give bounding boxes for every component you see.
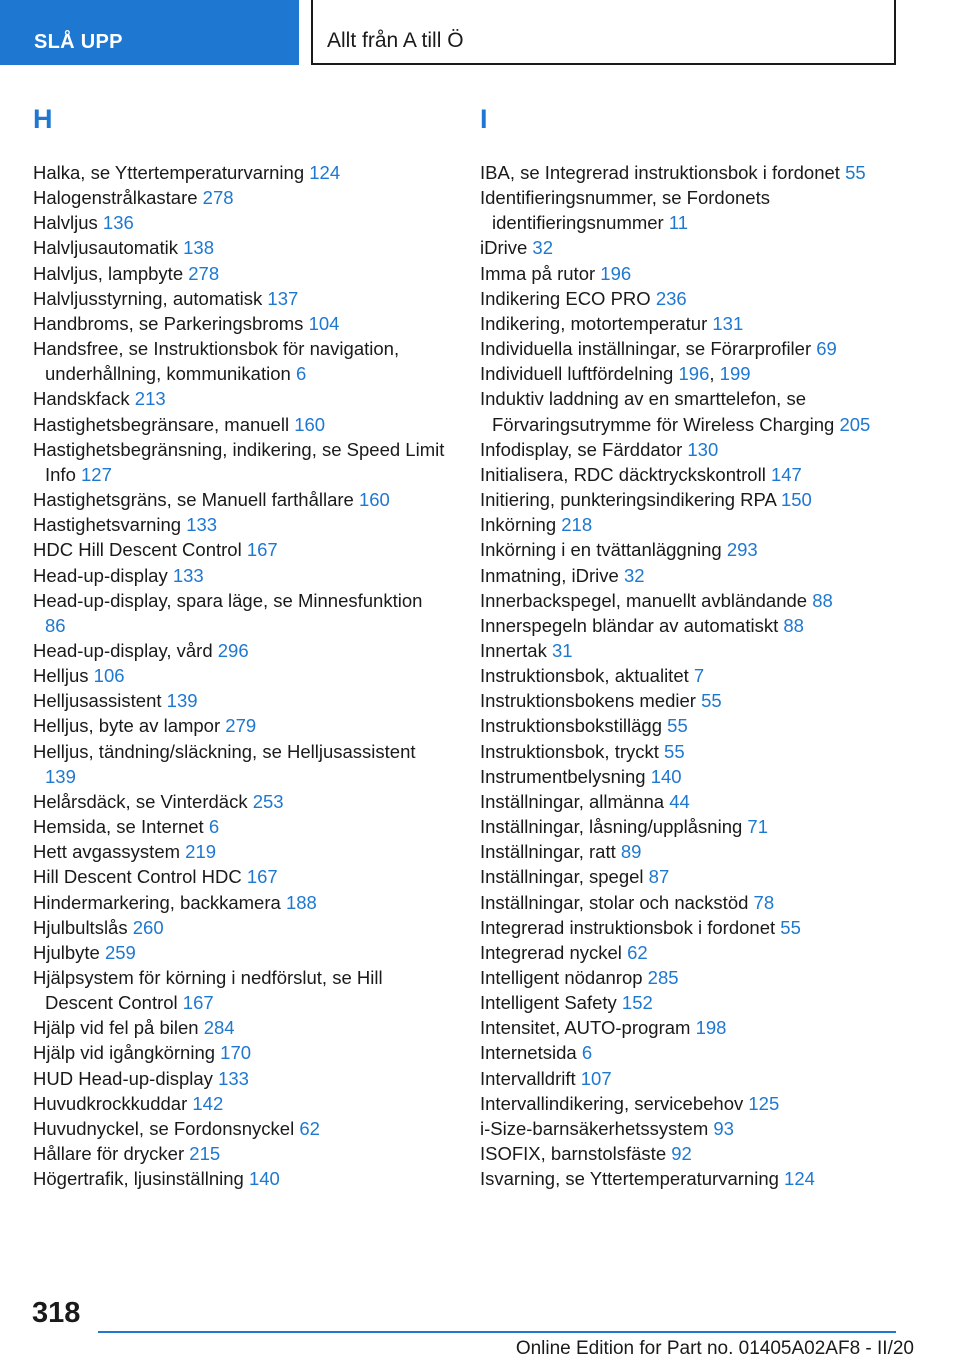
index-entry-term: Identifieringsnummer, se Fordonets identifieringsnummer: [480, 187, 770, 234]
page-reference-link[interactable]: 279: [225, 715, 257, 737]
index-entry-term: Instruktionsbokens medier: [480, 690, 696, 712]
page-reference-link[interactable]: 260: [132, 916, 164, 938]
page-reference-link[interactable]: 93: [713, 1117, 734, 1139]
index-entry: [480, 965, 892, 990]
index-entry-term: Head-up-display, spara läge, se Minnesfunktion: [33, 589, 423, 611]
index-entry-term: Hill Descent Control HDC: [33, 866, 242, 888]
index-entry: [480, 688, 892, 713]
page-reference-link[interactable]: 55: [664, 740, 685, 762]
index-entry: [33, 739, 445, 789]
page-reference-link[interactable]: 89: [620, 841, 642, 863]
index-entry: [33, 487, 445, 512]
index-entry: [33, 1166, 445, 1191]
index-entry: [33, 412, 445, 437]
index-entry-term: Individuella inställningar, se Förarprofiler: [480, 338, 812, 360]
index-entry: [480, 990, 892, 1015]
page-reference-link[interactable]: 62: [627, 941, 648, 963]
section-label: SLÅ UPP: [34, 31, 123, 53]
page-reference-link[interactable]: 160: [294, 413, 326, 435]
page-reference-link[interactable]: 139: [166, 690, 198, 712]
page-reference-link[interactable]: 152: [621, 992, 653, 1014]
index-entry: [33, 437, 445, 487]
footer-divider: [98, 1331, 896, 1333]
page-reference-link[interactable]: 142: [192, 1092, 224, 1114]
index-entry: [480, 235, 892, 260]
index-entry: [33, 185, 445, 210]
index-entry-term: Integrerad instruktionsbok i fordonet: [480, 916, 776, 938]
index-entry-term: Innertak: [480, 639, 547, 661]
index-entry-term: Indikering ECO PRO: [480, 287, 651, 309]
page-reference-link[interactable]: 6: [295, 363, 307, 385]
index-entry-term: Innerspegeln bländar av automatiskt: [480, 614, 779, 636]
page-reference-link[interactable]: 78: [753, 891, 775, 913]
index-entry: [480, 311, 892, 336]
index-entry-term: Hastighetsgräns, se Manuell farthållare: [33, 489, 354, 511]
index-entry-term: Intervallindikering, servicebehov: [480, 1092, 744, 1114]
index-entry-term: Inställningar, ratt: [480, 841, 616, 863]
index-entry: [33, 286, 445, 311]
index-entry: [480, 261, 892, 286]
index-entry: [33, 1116, 445, 1141]
index-entries-h: [33, 160, 445, 1191]
index-entry: [33, 663, 445, 688]
page-reference-link[interactable]: 127: [81, 463, 112, 485]
page-reference-link[interactable]: 167: [246, 866, 278, 888]
index-entry: [480, 1040, 892, 1065]
page-reference-link[interactable]: 278: [188, 262, 220, 284]
index-entry-term: Inkörning: [480, 514, 557, 536]
index-entry: [33, 1091, 445, 1116]
index-letter-h: H: [33, 104, 53, 134]
index-column-h: [33, 104, 445, 1191]
index-entry: [480, 437, 892, 462]
index-entry-term: Inställningar, spegel: [480, 866, 644, 888]
index-entry-term: Inställningar, låsning/upplåsning: [480, 816, 743, 838]
index-entry-term: Inkörning i en tvättanläggning: [480, 539, 722, 561]
index-entry: [480, 588, 892, 613]
index-entry: [480, 713, 892, 738]
index-entry: Individuell luftfördelning 196, 199: [480, 363, 751, 385]
index-entry-term: i-Size-barnsäkerhetssystem: [480, 1117, 709, 1139]
page-reference-link[interactable]: 218: [561, 514, 593, 536]
index-entry-term: Hjulbyte: [33, 941, 100, 963]
index-entry: [480, 185, 892, 235]
index-entry-term: Instruktionsbok, aktualitet: [480, 665, 689, 687]
index-entry-term: Halka, se Yttertemperaturvarning: [33, 162, 305, 183]
index-entries-i: [480, 160, 892, 1191]
index-entry: [480, 563, 892, 588]
index-entry: [480, 864, 892, 889]
index-entry: [33, 915, 445, 940]
index-entry-term: Helårsdäck, se Vinterdäck: [33, 790, 248, 812]
index-entry: [480, 764, 892, 789]
page-reference-link[interactable]: 215: [189, 1143, 221, 1165]
index-entry-term: Hastighetsbegränsning, indikering, se Speed Limit Info: [33, 438, 445, 485]
page-number: 318: [32, 1297, 81, 1329]
page-reference-link[interactable]: 88: [812, 589, 833, 611]
page-reference-link[interactable]: 167: [246, 539, 278, 561]
index-entry-term: Indikering, motortemperatur: [480, 312, 708, 334]
index-entry: [33, 336, 445, 386]
section-tab: [0, 0, 299, 65]
page-reference-link[interactable]: 167: [182, 992, 214, 1014]
index-entry-term: Hastighetsbegränsare, manuell: [33, 413, 290, 435]
index-entry: [480, 336, 892, 361]
page-reference-link[interactable]: 71: [747, 816, 768, 838]
index-entry-term: Instruktionsbok, tryckt: [480, 740, 659, 762]
page-reference-link[interactable]: 32: [623, 564, 645, 586]
index-entry: [480, 386, 892, 436]
index-entry: [33, 210, 445, 235]
index-entry-term: Hjälp vid igångkörning: [33, 1042, 216, 1064]
index-entry-term: Handskfack: [33, 388, 130, 410]
page-reference-link[interactable]: 55: [701, 690, 722, 712]
page-reference-link[interactable]: 196: [678, 363, 710, 385]
index-entry: [33, 1015, 445, 1040]
page-reference-link[interactable]: 44: [669, 790, 690, 812]
index-entry: [33, 160, 445, 185]
page-reference-link[interactable]: 130: [687, 438, 719, 460]
index-entry: [33, 1040, 445, 1065]
index-entry-term: Hett avgassystem: [33, 841, 181, 863]
index-entry-term: Intervalldrift: [480, 1067, 576, 1089]
index-entry-term: Högertrafik, ljusinställning: [33, 1168, 244, 1190]
index-entry: [33, 890, 445, 915]
index-entry-term: Initialisera, RDC däcktryckskontroll: [480, 463, 766, 485]
index-entry-term: Huvudkrockkuddar: [33, 1092, 188, 1114]
page-reference-link[interactable]: 124: [784, 1168, 815, 1190]
index-entry: [33, 789, 445, 814]
page-reference-link[interactable]: 198: [695, 1017, 727, 1039]
page-reference-link[interactable]: 31: [552, 639, 573, 661]
page-reference-link[interactable]: 86: [45, 614, 66, 636]
page-reference-link[interactable]: 259: [104, 941, 136, 963]
index-entry-term: Halvljus: [33, 212, 98, 234]
index-entry-term: Hindermarkering, backkamera: [33, 891, 281, 913]
index-entry-term: Infodisplay, se Färddator: [480, 438, 683, 460]
index-entry-term: Halvljusautomatik: [33, 237, 178, 259]
page-reference-link[interactable]: 11: [668, 212, 689, 234]
page-reference-link[interactable]: 124: [309, 162, 341, 183]
page-reference-link[interactable]: 236: [655, 287, 687, 309]
index-entry-term: Halvljusstyrning, automatisk: [33, 287, 263, 309]
index-entry-term: Instruktionsbokstillägg: [480, 715, 663, 737]
page-reference-link[interactable]: 55: [667, 715, 688, 737]
page-reference-link[interactable]: 139: [45, 765, 76, 787]
index-entry: [33, 1141, 445, 1166]
page-reference-link[interactable]: 106: [93, 665, 125, 687]
index-entry-term: Induktiv laddning av en smarttelefon, se Förvaringsutrymme för Wireless Charging: [480, 388, 835, 435]
page-reference-link[interactable]: 140: [248, 1168, 280, 1190]
index-entry: [480, 789, 892, 814]
index-entry: [480, 1116, 892, 1141]
index-entry: [33, 563, 445, 588]
index-entry: [480, 487, 892, 512]
index-entry-term: Head-up-display: [33, 564, 168, 586]
page-reference-link[interactable]: 138: [183, 237, 214, 259]
page-reference-link[interactable]: 296: [217, 639, 249, 661]
index-entry-term: Internetsida: [480, 1042, 577, 1064]
index-entry: [33, 814, 445, 839]
page-reference-link[interactable]: 140: [650, 765, 682, 787]
index-entry: [480, 839, 892, 864]
page-reference-link[interactable]: 6: [581, 1042, 593, 1064]
index-entry-term: Intelligent nödanrop: [480, 967, 643, 988]
page-reference-link[interactable]: 104: [308, 312, 340, 334]
page-reference-link[interactable]: 133: [172, 564, 204, 586]
page-reference-link[interactable]: 137: [267, 287, 299, 309]
index-entry-term: Initiering, punkteringsindikering RPA: [480, 489, 776, 511]
index-entry: [480, 462, 892, 487]
index-entry-term: Hållare för drycker: [33, 1143, 185, 1165]
index-entry: [33, 537, 445, 562]
index-entry: [480, 1166, 892, 1191]
index-entry-term: Intelligent Safety: [480, 992, 617, 1014]
page-reference-link[interactable]: 62: [299, 1117, 320, 1139]
index-entry: [33, 965, 445, 1015]
page-reference-link[interactable]: 55: [845, 162, 866, 183]
page-reference-link[interactable]: 92: [671, 1143, 692, 1165]
page-reference-link[interactable]: 32: [532, 237, 553, 259]
page-reference-link[interactable]: 160: [358, 489, 390, 511]
index-entry: [480, 1141, 892, 1166]
index-entry: [480, 512, 892, 537]
index-entry-term: Integrerad nyckel: [480, 941, 622, 963]
index-entry-term: Hjälp vid fel på bilen: [33, 1017, 199, 1039]
index-entry: [33, 638, 445, 663]
page-reference-link[interactable]: 6: [208, 816, 220, 838]
index-entry-term: IBA, se Integrerad instruktionsbok i fordonet: [480, 162, 840, 183]
page-reference-link[interactable]: 87: [648, 866, 670, 888]
index-entry-term: Helljus, byte av lampor: [33, 715, 221, 737]
index-entry: [33, 839, 445, 864]
edition-note: Online Edition for Part no. 01405A02AF8 - II/20: [515, 1338, 914, 1359]
page-reference-link[interactable]: 7: [693, 665, 705, 687]
index-entry: [480, 890, 892, 915]
index-entry: [480, 1015, 892, 1040]
index-entry-term: Hemsida, se Internet: [33, 816, 204, 838]
page-reference-link[interactable]: 205: [839, 413, 871, 435]
index-entry-term: Isvarning, se Yttertemperaturvarning: [480, 1168, 779, 1190]
index-entry: [33, 386, 445, 411]
index-entry: [480, 1091, 892, 1116]
index-entry-term: Huvudnyckel, se Fordonsnyckel: [33, 1117, 295, 1139]
index-entry: [33, 235, 445, 260]
page-reference-link[interactable]: 284: [203, 1017, 235, 1039]
index-entry-term: Head-up-display, vård: [33, 639, 213, 661]
index-entry-term: Intensitet, AUTO-program: [480, 1017, 691, 1039]
index-entry-term: Helljus, tändning/släckning, se Helljusassistent: [33, 740, 416, 762]
index-entry-term: Helljus: [33, 665, 89, 687]
index-entry-term: Handsfree, se Instruktionsbok för navigation, underhållning, kommunikation: [33, 338, 400, 385]
page-reference-link[interactable]: 188: [285, 891, 317, 913]
index-entry-term: ISOFIX, barnstolsfäste: [480, 1143, 667, 1165]
page-reference-link[interactable]: 133: [218, 1067, 249, 1089]
index-entry: [480, 1066, 892, 1091]
page-reference-link[interactable]: 253: [252, 790, 284, 812]
index-entry: [33, 512, 445, 537]
index-entry: [480, 537, 892, 562]
index-entry: [33, 864, 445, 889]
page-reference-link[interactable]: 55: [780, 916, 801, 938]
page-reference-link[interactable]: 147: [770, 463, 802, 485]
page-reference-link[interactable]: 88: [783, 614, 804, 636]
index-entry: [480, 286, 892, 311]
index-entry: [33, 688, 445, 713]
index-letter-i: I: [480, 104, 488, 134]
index-entry: [480, 638, 892, 663]
page-reference-link[interactable]: 133: [186, 514, 218, 536]
index-entry: [480, 940, 892, 965]
index-entry: [480, 814, 892, 839]
index-entry-term: Hjälpsystem för körning i nedförslut, se Hill Descent Control: [33, 967, 383, 1014]
page-reference-link[interactable]: 131: [712, 312, 744, 334]
index-entry-term: Helljusassistent: [33, 690, 162, 712]
index-entry-term: Handbroms, se Parkeringsbroms: [33, 312, 304, 334]
page-reference-link[interactable]: 213: [134, 388, 166, 410]
index-entry: [480, 613, 892, 638]
chapter-title-box: [311, 0, 896, 65]
index-entry: [480, 915, 892, 940]
index-entry-term: Instrumentbelysning: [480, 765, 646, 787]
index-column-i: [480, 104, 892, 1191]
index-entry-term: Individuell luftfördelning: [480, 363, 674, 385]
index-entry-term: Imma på rutor: [480, 262, 596, 284]
index-entry-term: Inmatning, iDrive: [480, 564, 619, 586]
page-reference-link[interactable]: 170: [220, 1042, 252, 1064]
page-reference-link[interactable]: 278: [202, 187, 234, 209]
index-entry-term: HUD Head-up-display: [33, 1067, 213, 1089]
index-entry: [33, 940, 445, 965]
index-entry: [33, 261, 445, 286]
index-entry: [33, 713, 445, 738]
index-entry-term: iDrive: [480, 237, 528, 259]
index-entry-term: Innerbackspegel, manuellt avbländande: [480, 589, 808, 611]
page-reference-link[interactable]: 196: [600, 262, 632, 284]
page-reference-link[interactable]: 150: [780, 489, 812, 511]
index-entry: [480, 160, 892, 185]
chapter-title: Allt från A till Ö: [327, 29, 464, 52]
index-entry-term: Inställningar, stolar och nackstöd: [480, 891, 749, 913]
index-entry: [33, 588, 445, 638]
index-entry-term: Hjulbultslås: [33, 916, 128, 938]
page-reference-link[interactable]: 107: [580, 1067, 612, 1089]
index-entry-term: Halvljus, lampbyte: [33, 262, 184, 284]
page-reference-link[interactable]: 125: [748, 1092, 780, 1114]
index-entry: [480, 739, 892, 764]
page-reference-link[interactable]: 285: [647, 967, 679, 988]
index-entry-term: Hastighetsvarning: [33, 514, 182, 536]
page-reference-link[interactable]: 199: [719, 363, 751, 385]
page-reference-link[interactable]: 136: [102, 212, 134, 234]
index-entry-term: Inställningar, allmänna: [480, 790, 665, 812]
page-reference-link[interactable]: 219: [185, 841, 217, 863]
index-entry-term: HDC Hill Descent Control: [33, 539, 242, 561]
index-entry: [33, 1066, 445, 1091]
index-entry: [480, 663, 892, 688]
page-reference-link[interactable]: 69: [816, 338, 837, 360]
index-entry: [33, 311, 445, 336]
page-reference-link[interactable]: 293: [726, 539, 758, 561]
index-entry-term: Halogenstrålkastare: [33, 187, 198, 209]
